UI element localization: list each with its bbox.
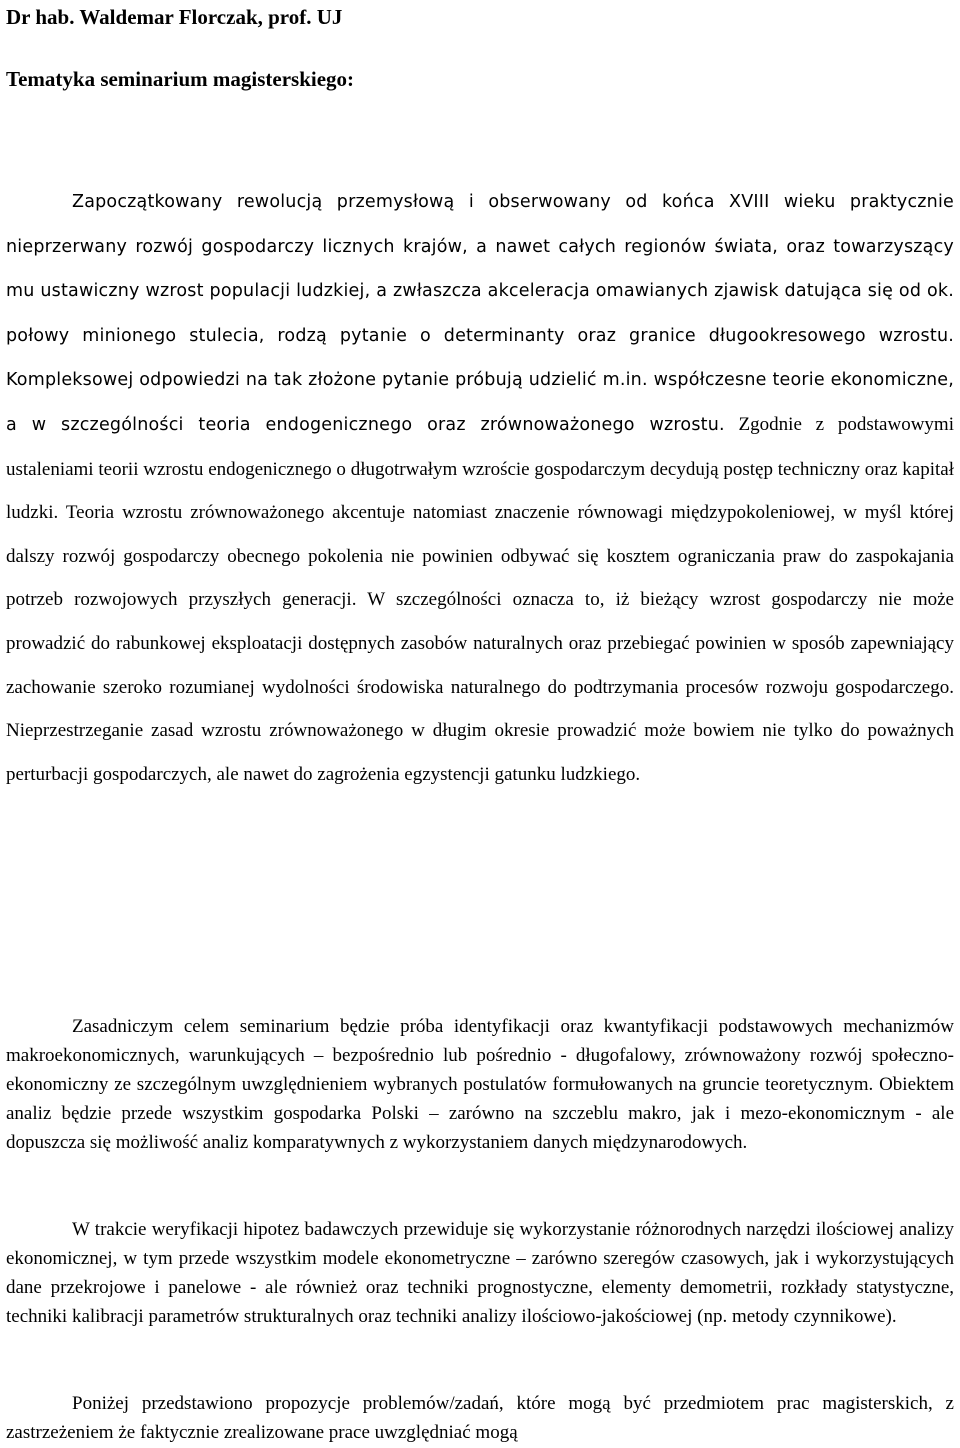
author-heading: Dr hab. Waldemar Florczak, prof. UJ [6, 5, 343, 29]
topics-text: Poniżej przedstawiono propozycje problemów/zadań, które mogą być przedmiotem prac magisterskich, z zastrzeżeniem że faktycznie zrealizowane prace uwzględniać mogą [6, 1393, 954, 1443]
intro-text-part1: Zapoczątkowany rewolucją przemysłową i obserwowany od końca XVIII wieku praktycznie nieprzerwany rozwój gospodarczy licznych krajów, a nawet całych regionów świata, oraz towarzyszący mu ustawiczny wzrost populacji ludzkiej, a zwłaszcza akceleracja omawianych zjawisk datująca się od ok. połowy minionego stulecia, rodzą pytanie o determinanty oraz granice długookresowego wzrostu. Kompleksowej odpowiedzi na tak złożone pytanie próbują udzielić m.in. współczesne teorie ekonomiczne, a w szczególności teoria endogenicznego oraz zrównoważonego wzrostu. [6, 192, 954, 435]
method-text: W trakcie weryfikacji hipotez badawczych przewiduje się wykorzystanie różnorodnych narzędzi ilościowej analizy ekonomicznej, w tym przede wszystkim modele ekonometryczne – zarówno szeregów czasowych, jak i wykorzystujących dane przekrojowe i panelowe - ale również oraz techniki prognostyczne, elementy demometrii, rozkłady statystyczne, techniki kalibracji parametrów strukturalnych oraz techniki analizy ilościowo-jakościowej (np. metody czynnikowe). [6, 1219, 954, 1327]
topic-heading: Tematyka seminarium magisterskiego: [6, 67, 355, 91]
goal-text: Zasadniczym celem seminarium będzie próba identyfikacji oraz kwantyfikacji podstawowych mechanizmów makroekonomicznych, warunkujących – bezpośrednio lub pośrednio - długofalowy, zrównoważony rozwój społeczno-ekonomiczny ze szczególnym uwzględnieniem wybranych postulatów formułowanych na gruncie teoretycznym. Obiektem analiz będzie przede wszystkim gospodarka Polski – zarówno na szczeblu makro, jak i mezo-ekonomicznym - ale dopuszcza się możliwość analiz komparatywnych z wykorzystaniem danych międzynarodowych. [6, 1016, 954, 1153]
goal-paragraph [6, 1012, 954, 1157]
intro-text-part2: Zgodnie z podstawowymi ustaleniami teorii wzrostu endogenicznego o długotrwałym wzroście gospodarczym decydują postęp techniczny oraz kapitał ludzki. [6, 413, 954, 524]
method-paragraph [6, 1215, 954, 1331]
intro-paragraph [6, 180, 954, 796]
intro-text-part3: Teoria wzrostu zrównoważonego akcentuje natomiast znaczenie równowagi międzypokoleniowej, w myśl której dalszy rozwój gospodarczy obecnego pokolenia nie powinien odbywać się kosztem ograniczania praw do zaspokajania potrzeb rozwojowych przyszłych generacji. W szczególności oznacza to, iż bieżący wzrost gospodarczy nie może prowadzić do rabunkowej eksploatacji dostępnych zasobów naturalnych oraz przebiegać powinien w sposób zapewniający zachowanie szeroko rozumianej wydolności środowiska naturalnego do podtrzymania procesów rozwoju gospodarczego. Nieprzestrzeganie zasad wzrostu zrównoważonego w długim okresie prowadzić może bowiem nie tylko do poważnych perturbacji gospodarczych, ale nawet do zagrożenia egzystencji gatunku ludzkiego. [6, 502, 954, 785]
topics-paragraph [6, 1389, 954, 1447]
